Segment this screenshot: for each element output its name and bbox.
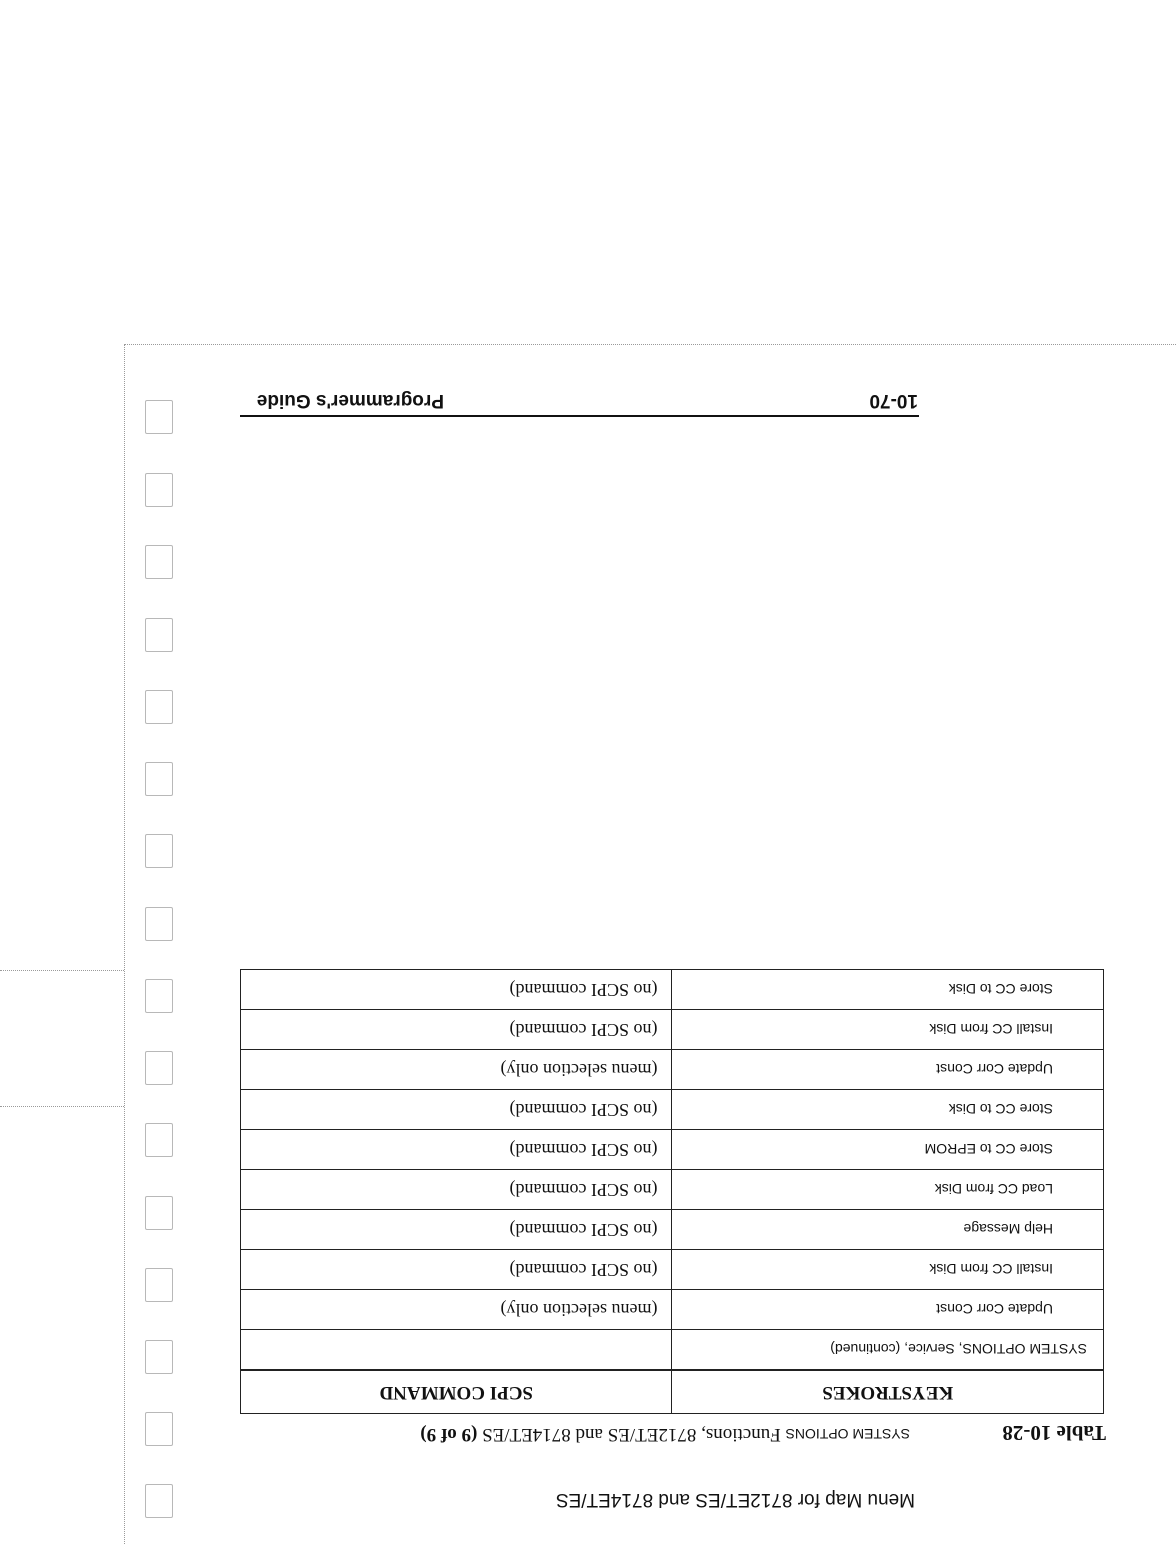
keystroke-cell: Help Message xyxy=(672,1210,1104,1250)
document-page xyxy=(200,370,1120,1530)
footer-rule xyxy=(240,415,919,417)
scpi-command-cell: (no SCPI command) xyxy=(241,1210,673,1250)
table-title-system-options: SYSTEM OPTIONS xyxy=(785,1426,910,1442)
scan-line-upper xyxy=(0,970,124,971)
binder-hole xyxy=(145,1268,173,1302)
page-number: 10-70 xyxy=(869,390,918,411)
table-row xyxy=(241,1050,1104,1090)
table-row xyxy=(241,1290,1104,1330)
keystroke-cell: Store CC to Disk xyxy=(672,970,1104,1010)
binder-hole xyxy=(145,1123,173,1157)
binder-hole xyxy=(145,762,173,796)
keystroke-cell: Load CC from Disk xyxy=(672,1170,1104,1210)
scan-line-lower xyxy=(0,1106,124,1107)
binder-hole xyxy=(145,907,173,941)
binder-hole xyxy=(145,1196,173,1230)
table-label: Table 10-28 xyxy=(1002,1421,1106,1445)
keystroke-cell: Update Corr Const xyxy=(672,1290,1104,1330)
scpi-command-cell: (no SCPI command) xyxy=(241,1090,673,1130)
page-edge-top xyxy=(124,344,1176,345)
section-label: SYSTEM OPTIONS, Service, (continued) xyxy=(672,1330,1104,1371)
keystroke-cell: Update Corr Const xyxy=(672,1050,1104,1090)
binder-hole xyxy=(145,545,173,579)
binder-hole xyxy=(145,400,173,434)
keystroke-cell: Install CC from Disk xyxy=(672,1010,1104,1050)
menu-map-table xyxy=(240,969,1104,1414)
keystrokes-header: KEYSTROKES xyxy=(672,1370,1104,1414)
binder-hole xyxy=(145,473,173,507)
table-row xyxy=(241,1090,1104,1130)
scpi-command-cell: (no SCPI command) xyxy=(241,1130,673,1170)
scpi-command-header: SCPI COMMAND xyxy=(241,1370,673,1414)
menu-map-title: Menu Map for 8712ET/ES and 8714ET/ES xyxy=(555,1489,915,1510)
table-title-part: (9 of 9) xyxy=(420,1424,478,1445)
guide-title: Programmer's Guide xyxy=(256,390,444,411)
scpi-command-cell: (no SCPI command) xyxy=(241,970,673,1010)
table-row xyxy=(241,970,1104,1010)
table-title xyxy=(420,1423,910,1445)
table-row xyxy=(241,1170,1104,1210)
binder-hole xyxy=(145,1484,173,1518)
binder-hole xyxy=(145,1412,173,1446)
table-header-row xyxy=(241,1370,1104,1414)
table-title-functions: Functions, 8712ET/ES and 8714ET/ES xyxy=(482,1424,781,1445)
binder-hole xyxy=(145,979,173,1013)
scpi-command-cell: (no SCPI command) xyxy=(241,1170,673,1210)
table-row xyxy=(241,1010,1104,1050)
scpi-command-cell: (menu selection only) xyxy=(241,1290,673,1330)
scpi-command-cell: (no SCPI command) xyxy=(241,1250,673,1290)
section-command-cell xyxy=(241,1330,673,1371)
table-row xyxy=(241,1250,1104,1290)
binder-hole xyxy=(145,618,173,652)
binder-hole xyxy=(145,834,173,868)
binder-holes xyxy=(145,400,173,1520)
table-row xyxy=(241,1130,1104,1170)
table-row xyxy=(241,1210,1104,1250)
binder-hole xyxy=(145,690,173,724)
page-edge-left xyxy=(124,344,125,1544)
table-section-row xyxy=(241,1330,1104,1371)
keystroke-cell: Store CC to EPROM xyxy=(672,1130,1104,1170)
table-caption xyxy=(226,1415,1106,1445)
scpi-command-cell: (no SCPI command) xyxy=(241,1010,673,1050)
keystroke-cell: Install CC from Disk xyxy=(672,1250,1104,1290)
scpi-command-cell: (menu selection only) xyxy=(241,1050,673,1090)
keystroke-cell: Store CC to Disk xyxy=(672,1090,1104,1130)
binder-hole xyxy=(145,1051,173,1085)
binder-hole xyxy=(145,1340,173,1374)
